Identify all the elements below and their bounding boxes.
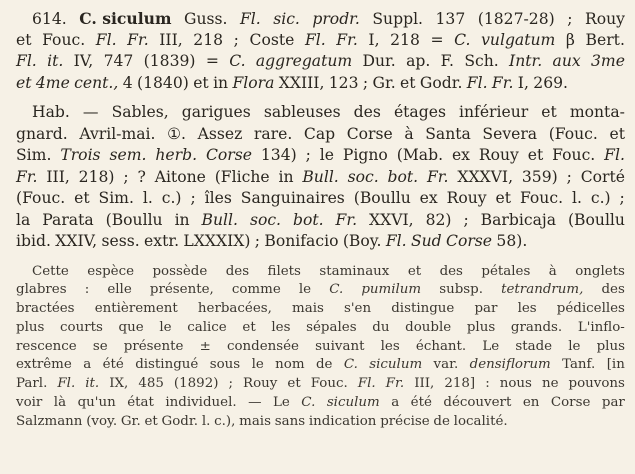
word: ; <box>123 167 129 186</box>
word: par <box>601 395 625 411</box>
word: mais <box>239 413 271 429</box>
word: 269. <box>533 73 569 92</box>
header-line <box>16 30 625 52</box>
word: 485 <box>138 376 164 392</box>
word: subsp. <box>439 282 484 298</box>
word: Godr. <box>161 413 199 429</box>
word: des <box>439 263 463 279</box>
italic-word: herb. <box>155 146 198 164</box>
word: ; <box>228 376 233 392</box>
word: Santa <box>425 124 471 143</box>
word: stade <box>515 338 553 354</box>
word: et <box>541 103 557 121</box>
word: (Boullu <box>353 189 411 207</box>
word: 359) <box>521 167 558 186</box>
word: Bonifacio <box>264 232 339 250</box>
italic-word: tetrandrum, <box>501 282 584 298</box>
word: entièrement <box>94 301 178 317</box>
word: îles <box>204 189 232 207</box>
word: Cap <box>303 124 336 143</box>
word: été <box>102 357 124 373</box>
word: = <box>430 30 444 49</box>
italic-word: C. <box>454 30 471 49</box>
word: là <box>53 395 67 411</box>
word: pétales <box>481 263 531 279</box>
word: et <box>495 189 512 207</box>
word: 137 <box>435 10 466 28</box>
word: et <box>400 73 416 92</box>
word: 218] <box>444 376 476 392</box>
word: de <box>315 357 333 373</box>
word: courts <box>60 319 103 335</box>
italic-word: siculum <box>369 357 423 373</box>
italic-word: Fr. <box>127 30 149 49</box>
word: extr. <box>144 232 180 250</box>
word: double <box>405 319 452 335</box>
word: été <box>410 395 432 411</box>
word: condensée <box>226 338 299 354</box>
word: les <box>517 301 537 317</box>
word: mais <box>292 301 324 317</box>
note-line <box>16 356 625 375</box>
word: Gr. <box>120 413 141 429</box>
word: Sim. <box>98 189 134 207</box>
word: 218 <box>390 30 420 49</box>
word: (Boullu <box>567 210 625 229</box>
word: et <box>144 413 158 429</box>
word: F. <box>440 52 454 70</box>
word: Rouy <box>478 146 519 164</box>
italic-word: Fl. <box>304 30 326 49</box>
word: et <box>287 376 301 392</box>
word: nom <box>275 357 305 373</box>
word: Aitone <box>154 167 206 186</box>
word: monta- <box>569 103 625 121</box>
word: ; <box>233 30 239 49</box>
word: sableuses <box>263 103 341 121</box>
word: Corse <box>550 395 591 411</box>
word: l. <box>571 189 582 207</box>
word: et <box>407 263 422 279</box>
word: suivant <box>315 338 365 354</box>
italic-word: densiflorum <box>469 357 551 373</box>
italic-word: aggregatum <box>255 52 353 70</box>
word: a <box>391 395 400 411</box>
italic-word: bot. <box>292 210 324 229</box>
word: sans <box>274 413 306 429</box>
word: Rouy <box>243 376 278 392</box>
word: Barbicaja <box>480 210 557 229</box>
italic-word: Fl. <box>357 376 376 392</box>
italic-word: Fl. <box>239 10 261 28</box>
entry-header <box>16 0 625 94</box>
habitat-line <box>16 188 625 210</box>
italic-word: Fr. <box>335 210 358 229</box>
word: présente, <box>149 282 214 298</box>
word: ; <box>305 146 311 164</box>
word: distingue <box>391 301 455 317</box>
word: ap. <box>406 52 431 70</box>
word: Sch. <box>464 52 499 70</box>
word: [in <box>606 357 625 373</box>
word: découvert <box>443 395 512 411</box>
word: individuel. <box>165 395 237 411</box>
word: 4 <box>122 73 133 92</box>
italic-word: it. <box>85 376 100 392</box>
italic-word: pumilum <box>361 282 422 298</box>
word: garigues <box>181 103 251 121</box>
word: calice <box>187 319 227 335</box>
note-line <box>16 394 625 413</box>
word: sépales <box>306 319 357 335</box>
word: possède <box>152 263 208 279</box>
word: étages <box>393 103 446 121</box>
word: voir <box>16 395 43 411</box>
habitat-line <box>16 167 625 189</box>
word: XXVI, <box>369 210 414 229</box>
italic-word: Fl. <box>466 73 488 92</box>
word: indication <box>308 413 377 429</box>
italic-word: vulgatum <box>481 30 556 49</box>
italic-word: soc. <box>249 210 282 229</box>
italic-word: et <box>16 73 32 92</box>
word: ; <box>254 232 261 250</box>
word: (Boy. <box>342 232 382 250</box>
word: nous <box>499 376 532 392</box>
word: Fouc. <box>519 189 564 207</box>
word: Sanguinaires <box>240 189 345 207</box>
word: 134) <box>260 146 297 164</box>
word: état <box>127 395 154 411</box>
species-name: C. siculum <box>79 9 172 28</box>
word: ; <box>567 10 573 28</box>
word: IX, <box>109 376 129 392</box>
word: plus <box>596 338 625 354</box>
word: Assez <box>197 124 243 143</box>
word: Fouc. <box>42 30 86 49</box>
word: Tanf. <box>562 357 596 373</box>
word: Gr. <box>372 73 396 92</box>
word: comme <box>231 282 281 298</box>
word: et <box>527 146 544 164</box>
word: I, <box>368 30 380 49</box>
word: Cette <box>32 263 69 279</box>
italic-word: 4me <box>35 73 70 92</box>
word: ex <box>451 146 470 164</box>
italic-word: Corse <box>446 232 493 250</box>
word: Suppl. <box>372 10 424 28</box>
header-line <box>16 73 625 95</box>
word: I, <box>517 73 529 92</box>
italic-word: Flora <box>232 73 275 92</box>
word: 218) <box>78 167 115 186</box>
italic-word: prodr. <box>312 10 360 28</box>
word: XXXVI, <box>457 167 514 186</box>
word: et <box>74 189 90 207</box>
word: IV, <box>73 52 94 70</box>
word: précise <box>380 413 430 429</box>
word: ibid. <box>16 232 51 250</box>
italic-word: Fr. <box>16 167 38 186</box>
word: herbacées, <box>197 301 272 317</box>
word: (1839) <box>143 52 196 70</box>
word: ; <box>619 189 625 207</box>
word: bractées <box>16 301 75 317</box>
word: Rouy <box>584 10 625 28</box>
note-line <box>16 257 625 282</box>
italic-word: sic. <box>273 10 300 28</box>
word: glabres <box>16 282 67 298</box>
word: pédicelles <box>556 301 625 317</box>
word: et <box>242 319 256 335</box>
word: (Fouc. <box>16 189 66 207</box>
word: s'en <box>343 301 372 317</box>
word: Fouc. <box>552 146 596 164</box>
word: espèce <box>87 263 135 279</box>
italic-word: Sud <box>410 232 442 250</box>
word: (Mab. <box>396 146 444 164</box>
italic-word: Fr. <box>336 30 358 49</box>
word: = <box>205 52 219 70</box>
word: Godr. <box>419 73 463 92</box>
word: des <box>601 282 625 298</box>
word: présente <box>123 338 184 354</box>
word: et <box>609 124 625 143</box>
word: Sables, <box>111 103 169 121</box>
word: filets <box>267 263 301 279</box>
word: le <box>568 338 581 354</box>
word: et <box>193 73 209 92</box>
word: le <box>159 319 172 335</box>
word: extrême <box>16 357 72 373</box>
word: 218 <box>193 30 224 49</box>
habitat-line <box>16 210 625 232</box>
word: Guss. <box>184 10 228 28</box>
word: in <box>278 167 294 186</box>
word: sess. <box>101 232 140 250</box>
italic-word: C. <box>301 395 316 411</box>
word: des <box>225 263 250 279</box>
word: c.) <box>590 189 611 207</box>
entry-number: 614. <box>32 10 67 28</box>
word: 58). <box>496 232 528 250</box>
word: ; <box>190 189 196 207</box>
word: les <box>271 319 291 335</box>
word: Fouc. <box>310 376 348 392</box>
word: 123 <box>328 73 359 92</box>
word: staminaux <box>319 263 390 279</box>
word: XXIV, <box>55 232 98 250</box>
habitat-line <box>16 145 625 167</box>
word: qu'un <box>77 395 116 411</box>
word: in <box>213 73 229 92</box>
word: le <box>319 146 335 164</box>
word: ? <box>137 167 146 186</box>
word: III, <box>159 30 183 49</box>
word: (1840) <box>136 73 189 92</box>
italic-word: soc. <box>347 167 379 186</box>
word: L'inflo- <box>577 319 625 335</box>
word: (Fouc. <box>548 124 598 143</box>
word: des <box>353 103 381 121</box>
word: ; <box>362 73 369 92</box>
word: 82) <box>425 210 452 229</box>
word: plus <box>16 319 45 335</box>
word: ne <box>541 376 559 392</box>
word: ; <box>463 210 469 229</box>
word: (Boullu <box>105 210 163 229</box>
italic-word: C. <box>329 282 344 298</box>
word: Bert. <box>585 30 625 49</box>
italic-word: Trois <box>60 146 101 164</box>
word: grands. <box>510 319 563 335</box>
word: Rouy <box>446 189 487 207</box>
word: l. <box>142 189 153 207</box>
header-line <box>16 51 625 73</box>
word: (1827-28) <box>477 10 555 28</box>
italic-word: C. <box>229 52 246 70</box>
note-line <box>16 338 625 357</box>
word: Coste <box>249 30 295 49</box>
word: Salzmann <box>16 413 83 429</box>
note-line <box>16 413 625 432</box>
word: — <box>248 395 262 411</box>
italic-word: Intr. <box>509 52 543 70</box>
word: ± <box>199 338 211 354</box>
word: Hab. <box>32 103 70 121</box>
word: III, <box>414 376 435 392</box>
word: LXXXIX) <box>183 232 251 250</box>
word: distingué <box>135 357 199 373</box>
word: pouvons <box>568 376 625 392</box>
header-line <box>16 0 625 30</box>
word: Avril-mai. <box>79 124 156 143</box>
word: Parata <box>42 210 94 229</box>
word: le <box>251 357 264 373</box>
italic-word: Fl. <box>16 52 37 70</box>
word: Sim. <box>16 146 52 164</box>
word: Le <box>482 338 500 354</box>
word: les <box>380 338 400 354</box>
word: var. <box>433 357 459 373</box>
word: plus <box>466 319 496 335</box>
word: rescence <box>16 338 77 354</box>
habitat-line <box>16 94 625 124</box>
word: Pigno <box>342 146 388 164</box>
word: Le <box>272 395 290 411</box>
italic-word: bot. <box>387 167 419 186</box>
italic-word: cent., <box>74 73 119 92</box>
word: par <box>474 301 498 317</box>
word: ; <box>566 167 572 186</box>
italic-word: Bull. <box>302 167 339 186</box>
habitat-line <box>16 124 625 146</box>
word: Dur. <box>362 52 396 70</box>
italic-word: Fl. <box>95 30 117 49</box>
word: XXIII, <box>278 73 325 92</box>
word: gnard. <box>16 124 68 143</box>
italic-word: 3me <box>590 52 625 70</box>
word: Severa <box>482 124 538 143</box>
word: Parl. <box>16 376 48 392</box>
word: c.) <box>161 189 182 207</box>
word: a <box>83 357 92 373</box>
word: β <box>565 30 575 49</box>
word: localité. <box>453 413 508 429</box>
word: : <box>485 376 490 392</box>
word: et <box>16 30 32 49</box>
note-paragraph <box>16 257 625 432</box>
italic-word: Fl. <box>604 146 625 164</box>
word: Corse <box>346 124 393 143</box>
word: à <box>404 124 414 143</box>
word: onglets <box>575 263 625 279</box>
word: à <box>548 263 557 279</box>
italic-word: Fr. <box>426 167 449 186</box>
word: (voy. <box>86 413 118 429</box>
italic-word: it. <box>47 52 64 70</box>
italic-word: Bull. <box>201 210 238 229</box>
word: ex <box>419 189 438 207</box>
habitat-line <box>16 231 625 253</box>
italic-word: Fr. <box>491 73 514 92</box>
word: (Fliche <box>214 167 270 186</box>
word: inférieur <box>459 103 529 121</box>
italic-word: siculum <box>326 395 380 411</box>
word: 747 <box>103 52 134 70</box>
note-line <box>16 281 625 300</box>
word: se <box>92 338 108 354</box>
word: de <box>433 413 450 429</box>
word: échant. <box>415 338 467 354</box>
habitat-paragraph <box>16 94 625 253</box>
word: la <box>16 210 31 229</box>
word: (1892) <box>173 376 219 392</box>
word: ①. <box>167 124 187 143</box>
word: le <box>298 282 312 298</box>
italic-word: Fl. <box>385 232 407 250</box>
note-line <box>16 375 625 394</box>
word: : <box>84 282 90 298</box>
note-line <box>16 300 625 319</box>
word: elle <box>107 282 132 298</box>
italic-word: sem. <box>109 146 147 164</box>
italic-word: Corse <box>205 146 252 164</box>
italic-word: C. <box>343 357 358 373</box>
word: in <box>174 210 190 229</box>
word: c.), <box>214 413 236 429</box>
word: III, <box>46 167 70 186</box>
italic-word: aux <box>552 52 581 70</box>
word: rare. <box>253 124 293 143</box>
italic-word: Fr. <box>385 376 405 392</box>
italic-word: Fl. <box>57 376 76 392</box>
word: l. <box>201 413 211 429</box>
note-line <box>16 319 625 338</box>
word: — <box>82 103 99 121</box>
word: en <box>522 395 540 411</box>
word: que <box>118 319 144 335</box>
word: Corté <box>580 167 625 186</box>
word: sous <box>209 357 241 373</box>
word: du <box>372 319 390 335</box>
